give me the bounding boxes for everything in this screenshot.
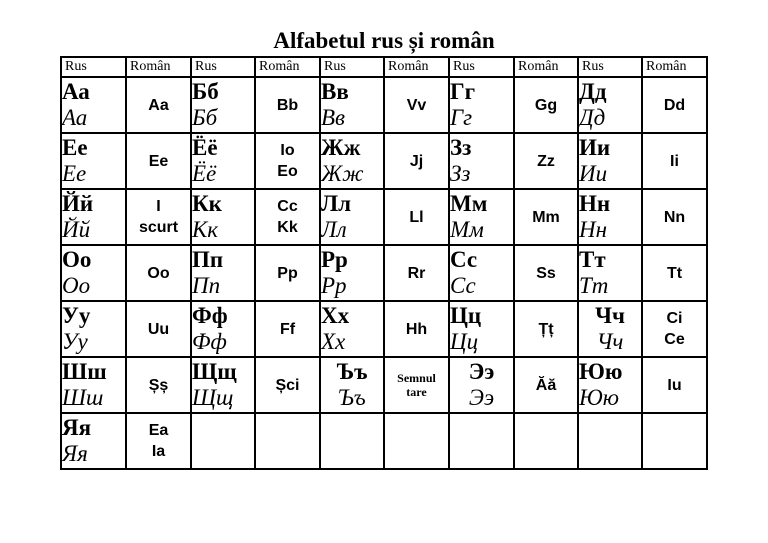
romanian-equivalent-cell	[514, 357, 578, 413]
romanian-equivalent-line: Ce	[664, 331, 685, 348]
romanian-equivalent-cell	[126, 357, 191, 413]
romanian-equivalent-cell	[384, 245, 449, 301]
romanian-equivalent-cell	[384, 77, 449, 133]
romanian-equivalent-line: Rr	[407, 264, 426, 282]
russian-letter-printed: Нн	[579, 191, 611, 216]
russian-letter-printed: Ее	[62, 135, 88, 160]
russian-letter-italic: Сс	[450, 273, 476, 298]
empty-cell	[642, 413, 707, 469]
russian-letter-italic: Уу	[62, 329, 88, 354]
russian-letter-italic: Лл	[321, 217, 347, 242]
table-header-row	[61, 57, 707, 77]
romanian-equivalent-cell	[255, 245, 320, 301]
russian-letter-italic: Вв	[321, 105, 346, 130]
romanian-equivalent-line: Bb	[276, 96, 299, 114]
header-roman: Român	[384, 57, 449, 77]
romanian-equivalent-cell	[514, 301, 578, 357]
russian-letter-italic: Ёё	[192, 161, 217, 186]
russian-letter-printed: Чч	[595, 303, 625, 328]
russian-letter-cell	[61, 413, 126, 469]
russian-letter-cell	[578, 245, 642, 301]
russian-letter-italic: Щщ	[192, 385, 234, 410]
romanian-equivalent-cell	[384, 133, 449, 189]
russian-letter-printed: Ёё	[192, 135, 218, 160]
russian-letter-cell	[61, 77, 126, 133]
russian-letter-printed: Мм	[450, 191, 488, 216]
romanian-equivalent-line: Zz	[537, 152, 555, 170]
russian-letter-printed: Бб	[192, 79, 219, 104]
russian-letter-italic: Оо	[62, 273, 91, 298]
table-row	[61, 357, 707, 413]
romanian-equivalent-line: Semnul	[397, 371, 436, 385]
romanian-equivalent-line: Aa	[148, 96, 169, 114]
russian-letter-italic: Тт	[579, 273, 609, 298]
russian-letter-italic: Ии	[579, 161, 608, 186]
empty-cell	[320, 413, 384, 469]
romanian-equivalent-line: Iu	[667, 376, 682, 394]
header-rus: Rus	[191, 57, 255, 77]
russian-letter-cell	[449, 77, 514, 133]
romanian-equivalent-line: Ia	[151, 443, 166, 460]
russian-letter-printed: Жж	[321, 135, 361, 160]
romanian-equivalent-line: Ff	[279, 320, 296, 338]
russian-letter-cell	[191, 301, 255, 357]
alphabet-table	[60, 56, 708, 470]
russian-letter-printed: Йй	[62, 191, 94, 216]
romanian-equivalent-line: Uu	[147, 320, 170, 338]
romanian-equivalent-cell	[514, 77, 578, 133]
russian-letter-printed: Ии	[579, 135, 611, 160]
russian-letter-italic: Йй	[62, 217, 91, 242]
russian-letter-cell	[578, 77, 642, 133]
romanian-equivalent-line: Ee	[148, 152, 169, 170]
romanian-equivalent-cell	[384, 357, 449, 413]
russian-letter-italic: Пп	[192, 273, 221, 298]
romanian-equivalent-cell	[514, 189, 578, 245]
russian-letter-cell	[191, 77, 255, 133]
page-title: Alfabetul rus și român	[273, 28, 495, 53]
russian-letter-cell	[191, 133, 255, 189]
russian-letter-cell	[578, 133, 642, 189]
russian-letter-italic: Кк	[192, 217, 219, 242]
empty-cell	[255, 413, 320, 469]
russian-letter-cell	[320, 133, 384, 189]
romanian-equivalent-cell	[255, 133, 320, 189]
empty-cell	[514, 413, 578, 469]
romanian-equivalent-cell	[126, 301, 191, 357]
romanian-equivalent-line: Dd	[663, 96, 686, 114]
header-rus: Rus	[320, 57, 384, 77]
table-row	[61, 245, 707, 301]
russian-letter-cell	[191, 245, 255, 301]
russian-letter-italic: Аа	[62, 105, 88, 130]
russian-letter-italic: Нн	[579, 217, 608, 242]
romanian-equivalent-cell	[126, 77, 191, 133]
russian-letter-cell	[320, 245, 384, 301]
romanian-equivalent-line: Gg	[534, 96, 558, 114]
russian-letter-printed: Хх	[321, 303, 350, 328]
romanian-equivalent-line: Țț	[538, 320, 554, 338]
russian-letter-italic: Жж	[321, 161, 364, 186]
russian-letter-printed: Оо	[62, 247, 92, 272]
russian-letter-cell	[578, 189, 642, 245]
russian-letter-printed: Вв	[321, 79, 349, 104]
russian-letter-printed: Ээ	[468, 359, 495, 384]
russian-letter-italic: Зз	[450, 161, 471, 186]
romanian-equivalent-line: Oo	[147, 264, 170, 282]
header-roman: Român	[255, 57, 320, 77]
russian-letter-printed: Зз	[450, 135, 472, 160]
romanian-equivalent-cell	[642, 133, 707, 189]
russian-letter-printed: Щщ	[192, 359, 237, 384]
romanian-equivalent-line: Ăă	[535, 376, 557, 394]
table-row	[61, 133, 707, 189]
russian-letter-printed: Рр	[321, 247, 348, 272]
romanian-equivalent-cell	[514, 245, 578, 301]
russian-letter-printed: Гг	[450, 79, 476, 104]
russian-letter-printed: Юю	[579, 359, 623, 384]
russian-letter-cell	[61, 133, 126, 189]
romanian-equivalent-cell	[642, 245, 707, 301]
empty-cell	[191, 413, 255, 469]
russian-letter-cell	[191, 357, 255, 413]
russian-letter-italic: Рр	[321, 273, 347, 298]
romanian-equivalent-line: Kk	[277, 219, 298, 236]
russian-letter-cell	[61, 357, 126, 413]
romanian-equivalent-line: Ii	[670, 152, 679, 170]
russian-letter-cell	[320, 189, 384, 245]
russian-letter-printed: Ъъ	[336, 359, 368, 384]
romanian-equivalent-line: tare	[406, 385, 427, 399]
header-rus: Rus	[578, 57, 642, 77]
romanian-equivalent-cell	[126, 133, 191, 189]
romanian-equivalent-line: Tt	[666, 264, 683, 282]
romanian-equivalent-line: Vv	[406, 96, 427, 114]
russian-letter-italic: Юю	[579, 385, 619, 410]
romanian-equivalent-cell	[126, 245, 191, 301]
romanian-equivalent-cell	[642, 189, 707, 245]
russian-letter-printed: Яя	[62, 415, 92, 440]
russian-letter-italic: Ъъ	[338, 385, 366, 410]
russian-letter-cell	[320, 301, 384, 357]
russian-letter-cell	[578, 301, 642, 357]
romanian-equivalent-cell	[255, 189, 320, 245]
russian-letter-printed: Дд	[579, 79, 607, 104]
russian-letter-cell	[61, 301, 126, 357]
romanian-equivalent-line: Nn	[663, 208, 686, 226]
empty-cell	[384, 413, 449, 469]
romanian-equivalent-line: Ss	[536, 264, 556, 282]
romanian-equivalent-line: Eo	[277, 163, 298, 180]
romanian-equivalent-line: Șci	[275, 376, 300, 394]
romanian-equivalent-line: scurt	[138, 219, 179, 236]
romanian-equivalent-cell	[514, 133, 578, 189]
russian-letter-cell	[61, 189, 126, 245]
header-rus: Rus	[449, 57, 514, 77]
header-roman: Român	[514, 57, 578, 77]
table-row	[61, 77, 707, 133]
romanian-equivalent-line: I	[156, 198, 161, 215]
romanian-equivalent-line: Ll	[409, 208, 424, 226]
table-row	[61, 413, 707, 469]
russian-letter-cell	[449, 357, 514, 413]
russian-letter-cell	[191, 189, 255, 245]
romanian-equivalent-line: Cc	[277, 198, 298, 215]
russian-letter-italic: Гг	[450, 105, 473, 130]
russian-letter-italic: Ээ	[468, 385, 495, 410]
russian-letter-italic: Фф	[192, 329, 227, 354]
romanian-equivalent-cell	[384, 301, 449, 357]
empty-cell	[578, 413, 642, 469]
russian-letter-italic: Дд	[579, 105, 606, 130]
romanian-equivalent-line: Ea	[148, 422, 169, 439]
russian-letter-cell	[449, 301, 514, 357]
russian-letter-italic: Мм	[450, 217, 484, 242]
romanian-equivalent-cell	[642, 77, 707, 133]
romanian-equivalent-line: Jj	[409, 152, 424, 170]
russian-letter-italic: Шш	[62, 385, 104, 410]
russian-letter-italic: Чч	[596, 329, 624, 354]
romanian-equivalent-line: Hh	[405, 320, 428, 338]
russian-letter-printed: Тт	[579, 247, 606, 272]
russian-letter-printed: Цц	[450, 303, 482, 328]
header-rus: Rus	[61, 57, 126, 77]
romanian-equivalent-cell	[126, 189, 191, 245]
russian-letter-cell	[449, 133, 514, 189]
russian-letter-cell	[61, 245, 126, 301]
romanian-equivalent-cell	[255, 301, 320, 357]
russian-letter-printed: Сс	[450, 247, 478, 272]
header-roman: Român	[642, 57, 707, 77]
russian-letter-italic: Ее	[62, 161, 87, 186]
russian-letter-printed: Лл	[321, 191, 352, 216]
russian-letter-italic: Бб	[192, 105, 218, 130]
romanian-equivalent-cell	[126, 413, 191, 469]
romanian-equivalent-line: Mm	[532, 208, 560, 226]
russian-letter-italic: Хх	[321, 329, 346, 354]
romanian-equivalent-cell	[255, 77, 320, 133]
russian-letter-italic: Яя	[62, 441, 88, 466]
russian-letter-printed: Аа	[62, 79, 90, 104]
romanian-equivalent-line: Io	[280, 142, 295, 159]
russian-letter-cell	[449, 245, 514, 301]
romanian-equivalent-line: Ci	[666, 310, 683, 327]
romanian-equivalent-cell	[384, 189, 449, 245]
russian-letter-printed: Кк	[192, 191, 222, 216]
header-roman: Român	[126, 57, 191, 77]
russian-letter-cell	[449, 189, 514, 245]
romanian-equivalent-cell	[642, 357, 707, 413]
russian-letter-cell	[320, 357, 384, 413]
romanian-equivalent-line: Șș	[148, 376, 169, 394]
romanian-equivalent-cell	[255, 357, 320, 413]
russian-letter-printed: Пп	[192, 247, 224, 272]
empty-cell	[449, 413, 514, 469]
russian-letter-cell	[578, 357, 642, 413]
romanian-equivalent-line: Pp	[277, 264, 298, 282]
russian-letter-printed: Фф	[192, 303, 228, 328]
romanian-equivalent-cell	[642, 301, 707, 357]
table-row	[61, 189, 707, 245]
russian-letter-printed: Шш	[62, 359, 107, 384]
russian-letter-italic: Цц	[450, 329, 479, 354]
russian-letter-cell	[320, 77, 384, 133]
russian-letter-printed: Уу	[62, 303, 91, 328]
table-row	[61, 301, 707, 357]
